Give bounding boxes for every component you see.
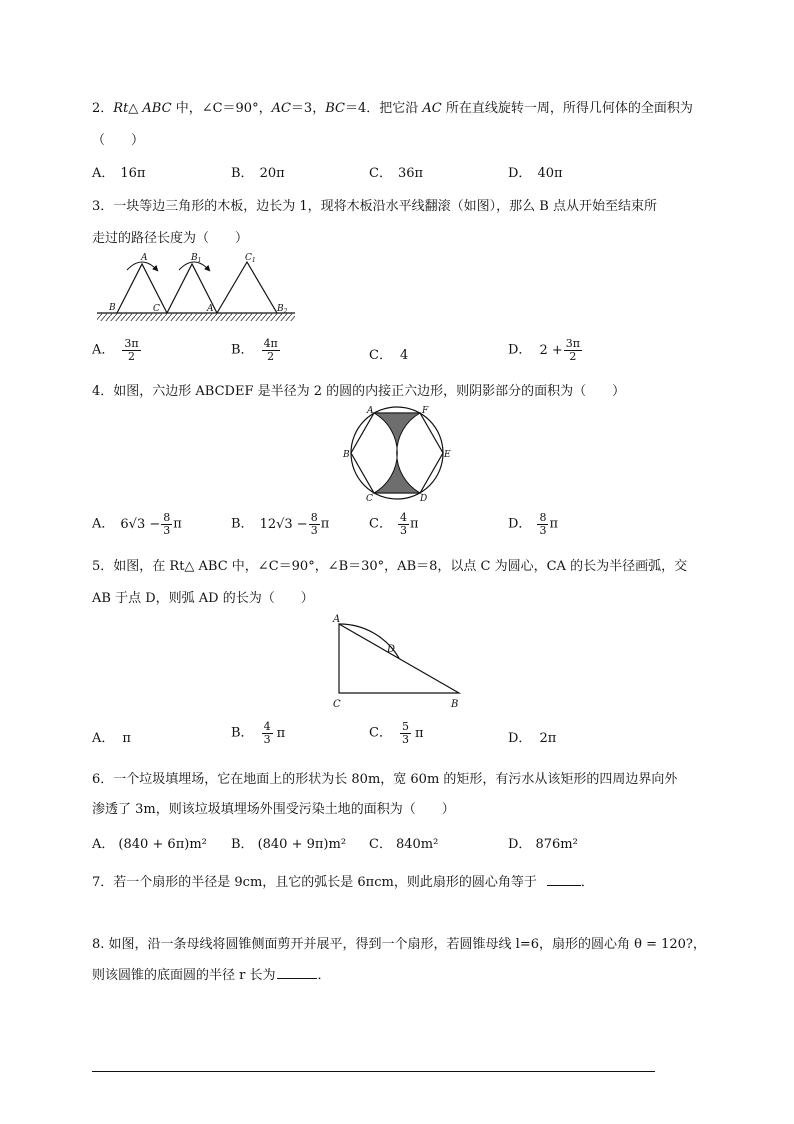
label-C: C: [153, 304, 160, 314]
q2-stem: [92, 97, 693, 116]
answer-blank: [547, 885, 581, 886]
q3-line1: 3．一块等边三角形的木板，边长为 1，现将木板沿水平线翻滚（如图），那么 B 点从开始至结束所: [92, 199, 657, 214]
option-fraction: [537, 512, 548, 536]
option-letter: D．: [508, 166, 532, 181]
label-D: D: [420, 494, 428, 504]
q4-hexagon-figure: [340, 402, 455, 504]
triangle-3: [217, 262, 277, 313]
option-letter: C．: [369, 837, 392, 852]
option-letter: C．: [369, 725, 392, 741]
label-C: C: [366, 494, 373, 504]
fraction-denominator: 3: [163, 523, 171, 537]
q4-line1: 4．如图，六边形 ABCDEF 是半径为 2 的圆的内接正六边形，则阴影部分的面积为（ ）: [92, 384, 626, 399]
option-prefix: 6√3 −: [120, 516, 161, 532]
fraction-numerator: 4π: [263, 337, 278, 350]
q2-stem-part: 中，∠C＝90°，: [171, 101, 272, 116]
option-letter: A．: [92, 731, 115, 746]
option-letter: C．: [369, 348, 392, 363]
q3-option-a: [92, 338, 142, 362]
q7-end: ．: [580, 875, 594, 890]
option-letter: B．: [231, 342, 254, 358]
option-text: 4: [399, 348, 409, 363]
q3-rolling-triangle-figure: [95, 250, 300, 330]
fraction-denominator: 3: [263, 732, 271, 746]
fraction-denominator: 2: [128, 349, 135, 363]
option-text: 16π: [120, 166, 146, 181]
option-text: (840 + 6π)m²: [118, 837, 207, 852]
label-B2-sub: 2: [283, 308, 288, 315]
option-letter: B．: [231, 166, 254, 181]
q8-line1: 8. 如图，沿一条母线将圆锥侧面剪开并展平，得到一个扇形，若圆锥母线 l=6，扇形的圆心角 θ = 120?，: [92, 937, 706, 952]
fraction-numerator: 3π: [124, 337, 139, 350]
option-letter: B．: [231, 516, 254, 532]
q7-text: 7．若一个扇形的半径是 9cm，且它的弧长是 6πcm，则此扇形的圆心角等于: [92, 875, 537, 890]
option-fraction: [398, 512, 409, 536]
option-suffix: π: [320, 516, 330, 532]
q5-option-a: [92, 727, 131, 746]
q2-triangle: Rt△ ABC: [113, 101, 172, 116]
q2-number: 2．: [92, 101, 114, 116]
q8-line2: [92, 964, 331, 983]
q8-end: ．: [317, 968, 331, 983]
q6-option-c: [369, 833, 438, 852]
q5-option-d: [508, 727, 556, 746]
fraction-numerator: 3π: [565, 337, 580, 350]
option-letter: A．: [92, 342, 115, 358]
option-text: 876m²: [535, 837, 578, 852]
q6-line1: 6．一个垃圾填埋场，它在地面上的形状为长 80m，宽 60m 的矩形，有污水从该矩形的四周边界向外: [92, 772, 678, 787]
q5-line2: AB 于点 D，则弧 AD 的长为（ ）: [92, 591, 314, 606]
q6-option-b: [231, 833, 346, 852]
option-letter: B．: [231, 837, 254, 852]
q6-option-a: [92, 833, 207, 852]
q2-stem-part: ＝3，: [290, 101, 326, 116]
label-B1-main: B: [191, 253, 198, 263]
q2-stem-part: AC: [422, 101, 442, 116]
option-fraction: [262, 721, 273, 745]
option-letter: A．: [92, 166, 115, 181]
option-fraction: [564, 338, 582, 362]
q2-option-c: [369, 162, 423, 181]
label-A2: A: [207, 304, 214, 314]
option-letter: B．: [231, 725, 254, 741]
option-letter: A．: [92, 837, 115, 852]
label-C: C: [333, 699, 341, 710]
option-fraction: [400, 721, 411, 745]
option-suffix: π: [276, 725, 286, 741]
q2-option-b: [231, 162, 285, 181]
fraction-denominator: 3: [399, 523, 407, 537]
label-B2: [276, 304, 288, 315]
label-E: E: [444, 450, 451, 460]
ground-hatch: [97, 313, 295, 321]
fraction-denominator: 3: [401, 732, 409, 746]
option-prefix: 2 +: [539, 342, 563, 358]
option-suffix: π: [409, 516, 419, 532]
q6-option-d: [508, 833, 578, 852]
option-text: 20π: [259, 166, 285, 181]
fraction-denominator: 2: [569, 349, 577, 363]
q4-option-a: [92, 512, 182, 536]
q3-option-c: [369, 344, 408, 363]
option-letter: D．: [508, 342, 532, 358]
fraction-numerator: 5: [401, 720, 409, 733]
q2-paren: （ ）: [92, 133, 145, 148]
label-D: D: [387, 644, 396, 655]
option-text: 40π: [537, 166, 563, 181]
option-letter: C．: [369, 516, 392, 532]
option-suffix: π: [414, 725, 424, 741]
q2-option-d: [508, 162, 563, 181]
q2-stem-part: BC: [325, 101, 345, 116]
q2-stem-part: AC: [271, 101, 291, 116]
q5-line1: 5．如图，在 Rt△ ABC 中，∠C＝90°，∠B＝30°，AB＝8，以点 C 为圆心，CA 的长为半径画弧，交: [92, 559, 688, 574]
option-text: 2π: [539, 731, 557, 746]
answer-blank: [277, 978, 317, 979]
option-suffix: π: [173, 516, 182, 532]
label-B2-main: B: [277, 304, 284, 314]
option-suffix: π: [549, 516, 558, 532]
option-fraction: [161, 512, 172, 536]
option-letter: D．: [508, 516, 532, 532]
q5-option-c: [369, 721, 424, 745]
option-letter: C．: [369, 166, 392, 181]
label-A: A: [333, 614, 341, 625]
fraction-denominator: 3: [310, 523, 318, 537]
option-fraction: [122, 338, 140, 362]
label-C1-main: C: [245, 253, 252, 263]
option-text: (840 + 9π)m²: [257, 837, 347, 852]
fraction-denominator: 2: [267, 349, 275, 363]
option-letter: D．: [508, 837, 532, 852]
q5-triangle-figure: [325, 612, 475, 712]
fraction-numerator: 8: [163, 511, 171, 524]
q3-option-b: [231, 338, 281, 362]
label-C1: [245, 253, 256, 264]
option-letter: A．: [92, 516, 115, 532]
q2-stem-part: 所在直线旋转一周，所得几何体的全面积为: [441, 101, 693, 116]
footer-rule: [92, 1071, 655, 1072]
fraction-numerator: 8: [310, 511, 318, 524]
label-A: A: [367, 406, 374, 416]
label-B: B: [451, 699, 459, 710]
fraction-numerator: 8: [539, 511, 547, 524]
option-text: 840m²: [395, 837, 439, 852]
option-fraction: [262, 338, 280, 362]
option-text: 36π: [397, 166, 424, 181]
q7-stem: [92, 871, 594, 890]
label-F: F: [422, 406, 429, 416]
q4-option-c: [369, 512, 419, 536]
label-B: B: [343, 450, 350, 460]
label-C1-sub: 1: [251, 257, 256, 264]
q5-option-b: [231, 721, 285, 745]
label-B: B: [109, 303, 116, 313]
q3-line2: 走过的路径长度为（ ）: [92, 231, 249, 246]
q8-text: 则该圆锥的底面圆的半径 r 长为: [92, 968, 276, 983]
q2-stem-part: ＝4．把它沿: [344, 101, 423, 116]
option-prefix: 12√3 −: [259, 516, 308, 532]
q6-line2: 渗透了 3m，则该垃圾填埋场外围受污染土地的面积为（ ）: [92, 802, 455, 817]
option-text: π: [122, 731, 131, 746]
fraction-denominator: 3: [539, 523, 547, 537]
option-letter: D．: [508, 731, 532, 746]
label-B1: [190, 253, 201, 264]
option-fraction: [309, 512, 320, 536]
fraction-numerator: 4: [399, 511, 407, 524]
q4-option-b: [231, 512, 329, 536]
shaded-region: [374, 413, 420, 493]
fraction-numerator: 4: [263, 720, 271, 733]
label-B1-sub: 1: [197, 257, 202, 264]
label-A: A: [141, 253, 148, 263]
right-triangle-abc: [339, 624, 459, 693]
q2-option-a: [92, 162, 145, 181]
q4-option-d: [508, 512, 558, 536]
q3-option-d: [508, 338, 583, 362]
